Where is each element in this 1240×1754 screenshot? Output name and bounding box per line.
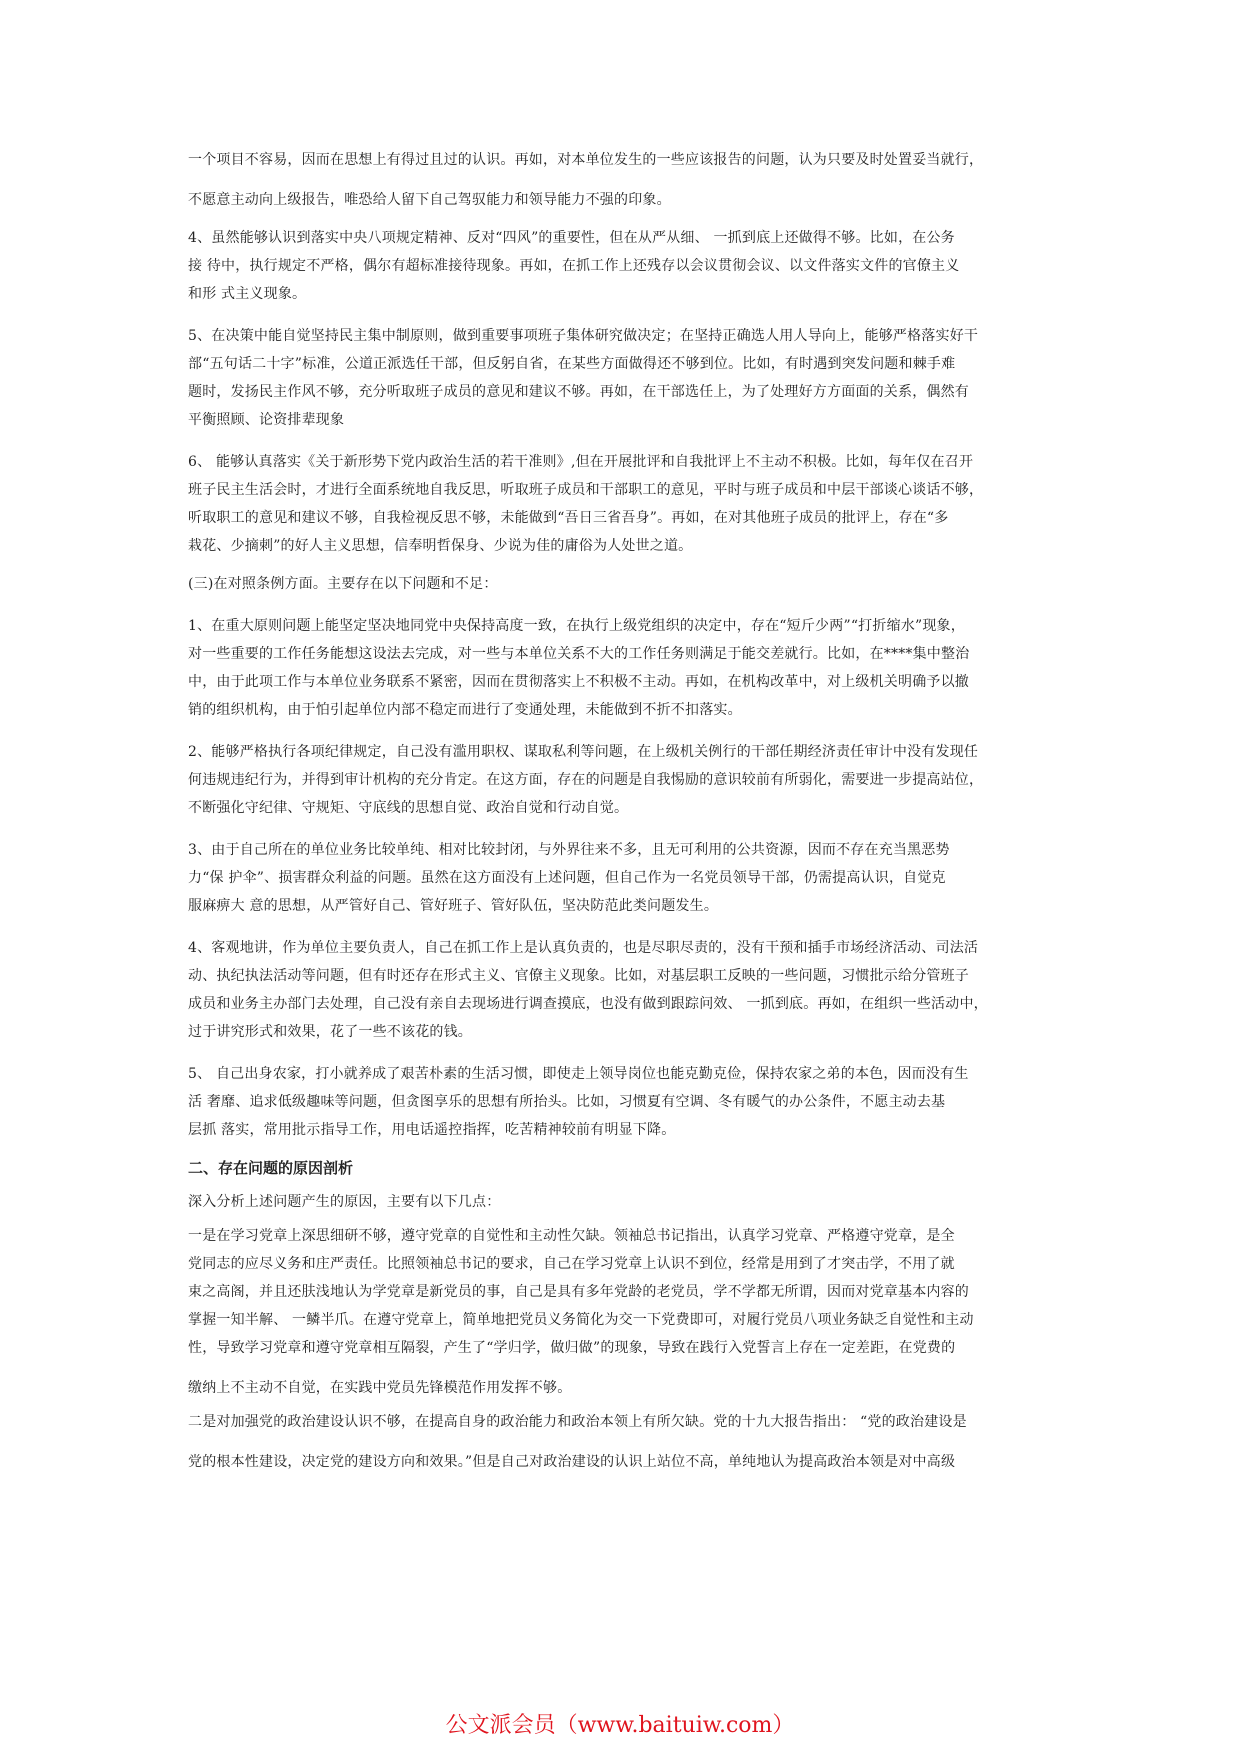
paragraph <box>188 1408 1058 1436</box>
text-line: 过于讲究形式和效果，花了一些不该花的钱。 <box>188 1024 472 1040</box>
text-line: 一个项目不容易，因而在思想上有得过且过的认识。再如，对本单位发生的一些应该报告的问题，认为只要及时处置妥当就行， <box>188 152 984 168</box>
paragraph <box>188 1374 1058 1402</box>
paragraph <box>188 1448 1058 1476</box>
text-line: 4、虽然能够认识到落实中央八项规定精神、反对“四风”的重要性，但在从严从细、 一抓到底上还做得不够。比如，在公务 <box>188 230 955 246</box>
text-line: 服麻痹大 意的思想，从严管好自己、管好班子、管好队伍，坚决防范此类问题发生。 <box>188 898 719 914</box>
paragraph <box>188 738 1058 822</box>
section-heading: 二、存在问题的原因剖析 <box>188 1159 354 1177</box>
text-line: 部“五句话二十字”标准，公道正派选任干部，但反躬自省，在某些方面做得还不够到位。比如，有时遇到突发问题和棘手难 <box>188 356 956 372</box>
text-line: 3、由于自己所在的单位业务比较单纯、相对比较封闭，与外界往来不多，且无可利用的公共资源，因而不存在充当黑恶势 <box>188 842 950 858</box>
text-line: 党的根本性建设，决定党的建设方向和效果。”但是自己对政治建设的认识上站位不高，单纯地认为提高政治本领是对中高级 <box>188 1454 956 1470</box>
text-line: 1、在重大原则问题上能坚定坚决地同党中央保持高度一致，在执行上级党组织的决定中，存在“短斤少两”“打折缩水”现象， <box>188 618 965 634</box>
text-line: 层抓 落实，常用批示指导工作，用电话遥控指挥，吃苦精神较前有明显下降。 <box>188 1122 676 1138</box>
text-line: 深入分析上述问题产生的原因，主要有以下几点： <box>188 1194 501 1210</box>
text-line: 听取职工的意见和建议不够，自我检视反思不够，未能做到“吾日三省吾身”。再如，在对其他班子成员的批评上，存在“多 <box>188 510 949 526</box>
paragraph <box>188 1188 1058 1216</box>
paragraph <box>188 570 1058 598</box>
text-line: 性，导致学习党章和遵守党章相互隔裂，产生了“学归学，做归做”的现象，导致在践行入党誓言上存在一定差距，在党费的 <box>188 1340 956 1356</box>
paragraph <box>188 934 1058 1046</box>
text-line: 5、 自己出身农家，打小就养成了艰苦朴素的生活习惯，即使走上领导岗位也能克勤克俭，保持农家之弟的本色，因而没有生 <box>188 1066 969 1082</box>
text-line: 销的组织机构，由于怕引起单位内部不稳定而进行了变通处理，未能做到不折不扣落实。 <box>188 702 742 718</box>
paragraph <box>188 612 1058 724</box>
text-line: 掌握一知半解、 一鳞半爪。在遵守党章上，简单地把党员义务简化为交一下党费即可，对履行党员八项业务缺乏自觉性和主动 <box>188 1312 974 1328</box>
text-line: 不愿意主动向上级报告，唯恐给人留下自己驾驭能力和领导能力不强的印象。 <box>188 192 671 208</box>
text-line: 缴纳上不主动不自觉，在实践中党员先锋模范作用发挥不够。 <box>188 1380 572 1396</box>
text-line: 何违规违纪行为，并得到审计机构的充分肯定。在这方面，存在的问题是自我惕励的意识较前有所弱化，需要进一步提高站位， <box>188 772 984 788</box>
paragraph <box>188 836 1058 920</box>
text-line: 动、执纪执法活动等问题，但有时还存在形式主义、官僚主义现象。比如，对基层职工反映的一些问题，习惯批示给分管班子 <box>188 968 969 984</box>
text-line: 成员和业务主办部门去处理，自己没有亲自去现场进行调查摸底，也没有做到跟踪问效、 一抓到底。再如，在组织一些活动中， <box>188 996 988 1012</box>
paragraph <box>188 186 1058 214</box>
text-line: 束之高阁，并且还肤浅地认为学党章是新党员的事，自己是具有多年党龄的老党员，学不学都无所谓，因而对党章基本内容的 <box>188 1284 969 1300</box>
text-line: 一是在学习党章上深思细研不够，遵守党章的自觉性和主动性欠缺。领袖总书记指出，认真学习党章、严格遵守党章，是全 <box>188 1228 955 1244</box>
text-line: 4、客观地讲，作为单位主要负责人，自己在抓工作上是认真负责的，也是尽职尽责的，没有干预和插手市场经济活动、司法活 <box>188 940 979 956</box>
text-line: 6、 能够认真落实《关于新形势下党内政治生活的若干准则》,但在开展批评和自我批评上不主动不积极。比如，每年仅在召开 <box>188 454 974 470</box>
paragraph <box>188 224 1058 308</box>
paragraph <box>188 1060 1058 1144</box>
text-line: 题时，发扬民主作风不够，充分听取班子成员的意见和建议不够。再如，在干部选任上，为了处理好方方面面的关系，偶然有 <box>188 384 969 400</box>
paragraph <box>188 1222 1058 1362</box>
text-line: 力“保 护伞”、损害群众利益的问题。虽然在这方面没有上述问题，但自己作为一名党员领导干部，仍需提高认识，自觉克 <box>188 870 946 886</box>
text-line: 党同志的应尽义务和庄严责任。比照领袖总书记的要求，自己在学习党章上认识不到位，经常是用到了才突击学，不用了就 <box>188 1256 955 1272</box>
text-line: 中，由于此项工作与本单位业务联系不紧密，因而在贯彻落实上不积极不主动。再如，在机构改革中，对上级机关明确予以撤 <box>188 674 969 690</box>
text-line: 接 待中，执行规定不严格，偶尔有超标准接待现象。再如，在抓工作上还残存以会议贯彻会议、以文件落实文件的官僚主义 <box>188 258 960 274</box>
text-line: 二是对加强党的政治建设认识不够，在提高自身的政治能力和政治本领上有所欠缺。党的十九大报告指出： “党的政治建设是 <box>188 1414 967 1430</box>
text-line: 栽花、少摘刺”的好人主义思想，信奉明哲保身、少说为佳的庸俗为人处世之道。 <box>188 538 693 554</box>
footer-watermark-link[interactable]: 公文派会员（www.baituiw.com） <box>445 1713 795 1738</box>
section-subheading: (三)在对照条例方面。主要存在以下问题和不足： <box>188 576 498 592</box>
text-line: 班子民主生活会时，才进行全面系统地自我反思，听取班子成员和干部职工的意见，平时与班子成员和中层干部谈心谈话不够， <box>188 482 984 498</box>
text-line: 不断强化守纪律、守规矩、守底线的思想自觉、政治自觉和行动自觉。 <box>188 800 629 816</box>
text-line: 5、在决策中能自觉坚持民主集中制原则，做到重要事项班子集体研究做决定；在坚持正确选人用人导向上，能够严格落实好干 <box>188 328 979 344</box>
text-line: 和形 式主义现象。 <box>188 286 307 302</box>
paragraph <box>188 322 1058 434</box>
text-line: 2、能够严格执行各项纪律规定，自己没有滥用职权、谋取私利等问题，在上级机关例行的干部任期经济责任审计中没有发现任 <box>188 744 979 760</box>
text-line: 对一些重要的工作任务能想这设法去完成，对一些与本单位关系不大的工作任务则满足于能交差就行。比如，在****集中整治 <box>188 646 970 662</box>
paragraph <box>188 448 1058 560</box>
text-line: 活 奢靡、追求低级趣味等问题，但贪图享乐的思想有所抬头。比如，习惯夏有空调、冬有暖气的办公条件，不愿主动去基 <box>188 1094 946 1110</box>
document-body <box>188 146 1058 1476</box>
text-line: 平衡照顾、论资排辈现象 <box>188 412 345 428</box>
paragraph <box>188 146 1058 174</box>
